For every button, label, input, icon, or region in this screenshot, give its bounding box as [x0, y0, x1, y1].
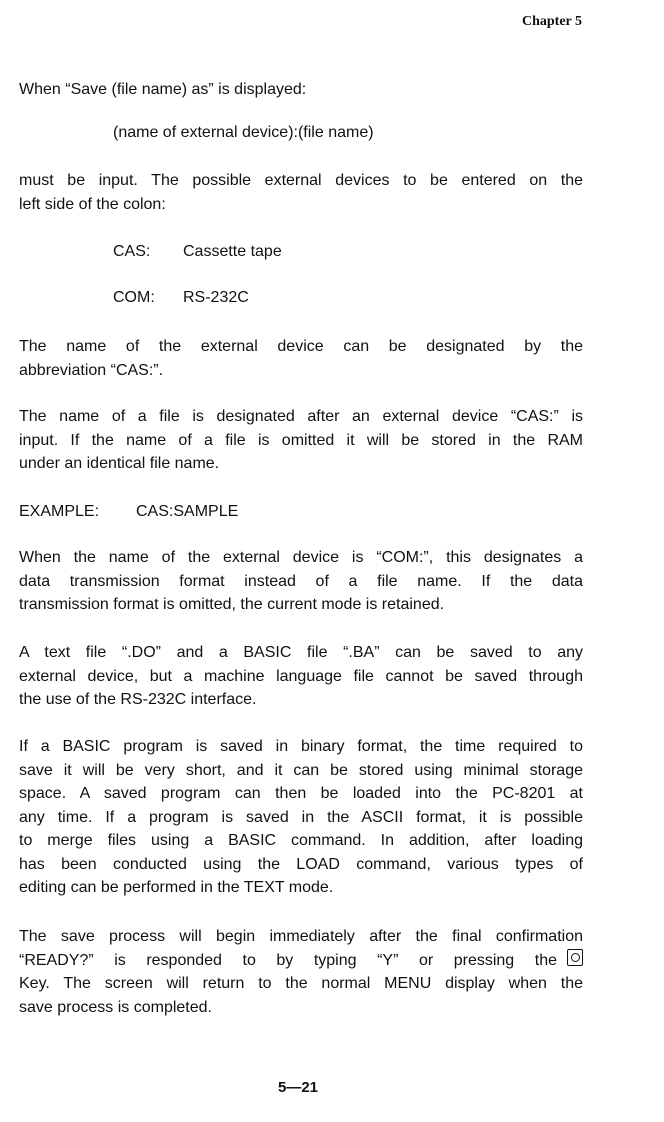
example-label: EXAMPLE:	[19, 503, 100, 520]
paragraph-save-process: The save process will begin immediately after the final confirmation “READY?” is responded to by typing “Y” or pressing the Key. The screen will return to the normal MENU display when the save process is completed.	[19, 928, 583, 1016]
paragraph-file-types: A text file “.DO” and a BASIC file “.BA” can be saved to any external device, but a machine language file cannot be saved through the use of the RS-232C interface.	[19, 644, 583, 708]
paragraph-com-device: When the name of the external device is “COM:”, this designates a data transmission format instead of a file name. If the data transmission format is omitted, the current mode is retained.	[19, 549, 583, 613]
paragraph-devices-intro: must be input. The possible external devices to be entered on the left side of the colon:	[19, 172, 583, 213]
device-description: RS-232C	[183, 289, 249, 306]
page-number: 5—21	[277, 1079, 319, 1096]
chapter-header: Chapter 5	[521, 14, 582, 29]
example-line	[19, 500, 583, 524]
example-value: CAS:SAMPLE	[136, 503, 239, 520]
paragraph-binary-ascii: If a BASIC program is saved in binary format, the time required to save it will be very short, and it can be stored using minimal storage space. A saved program can then be loaded into the PC-8201 at any time. If a program is saved in the ASCII format, it is possible to merge files using a BASIC command. In addition, after loading has been conducted using the LOAD command, various types of editing can be performed in the TEXT mode.	[19, 738, 583, 896]
paragraph-file-name: The name of a file is designated after an external device “CAS:” is input. If the name of a file is omitted it will be stored in the RAM under an identical file name.	[19, 408, 583, 472]
device-row-cas	[113, 240, 282, 263]
device-code: CAS:	[113, 243, 151, 260]
device-code: COM:	[113, 289, 155, 306]
paragraph-save-prompt: When “Save (file name) as” is displayed:	[19, 81, 307, 98]
return-key-icon	[567, 949, 583, 966]
paragraph-abbreviation: The name of the external device can be designated by the abbreviation “CAS:”.	[19, 338, 583, 379]
device-format-line: (name of external device):(file name)	[113, 124, 374, 141]
device-row-com	[113, 286, 249, 309]
device-description: Cassette tape	[183, 243, 282, 260]
